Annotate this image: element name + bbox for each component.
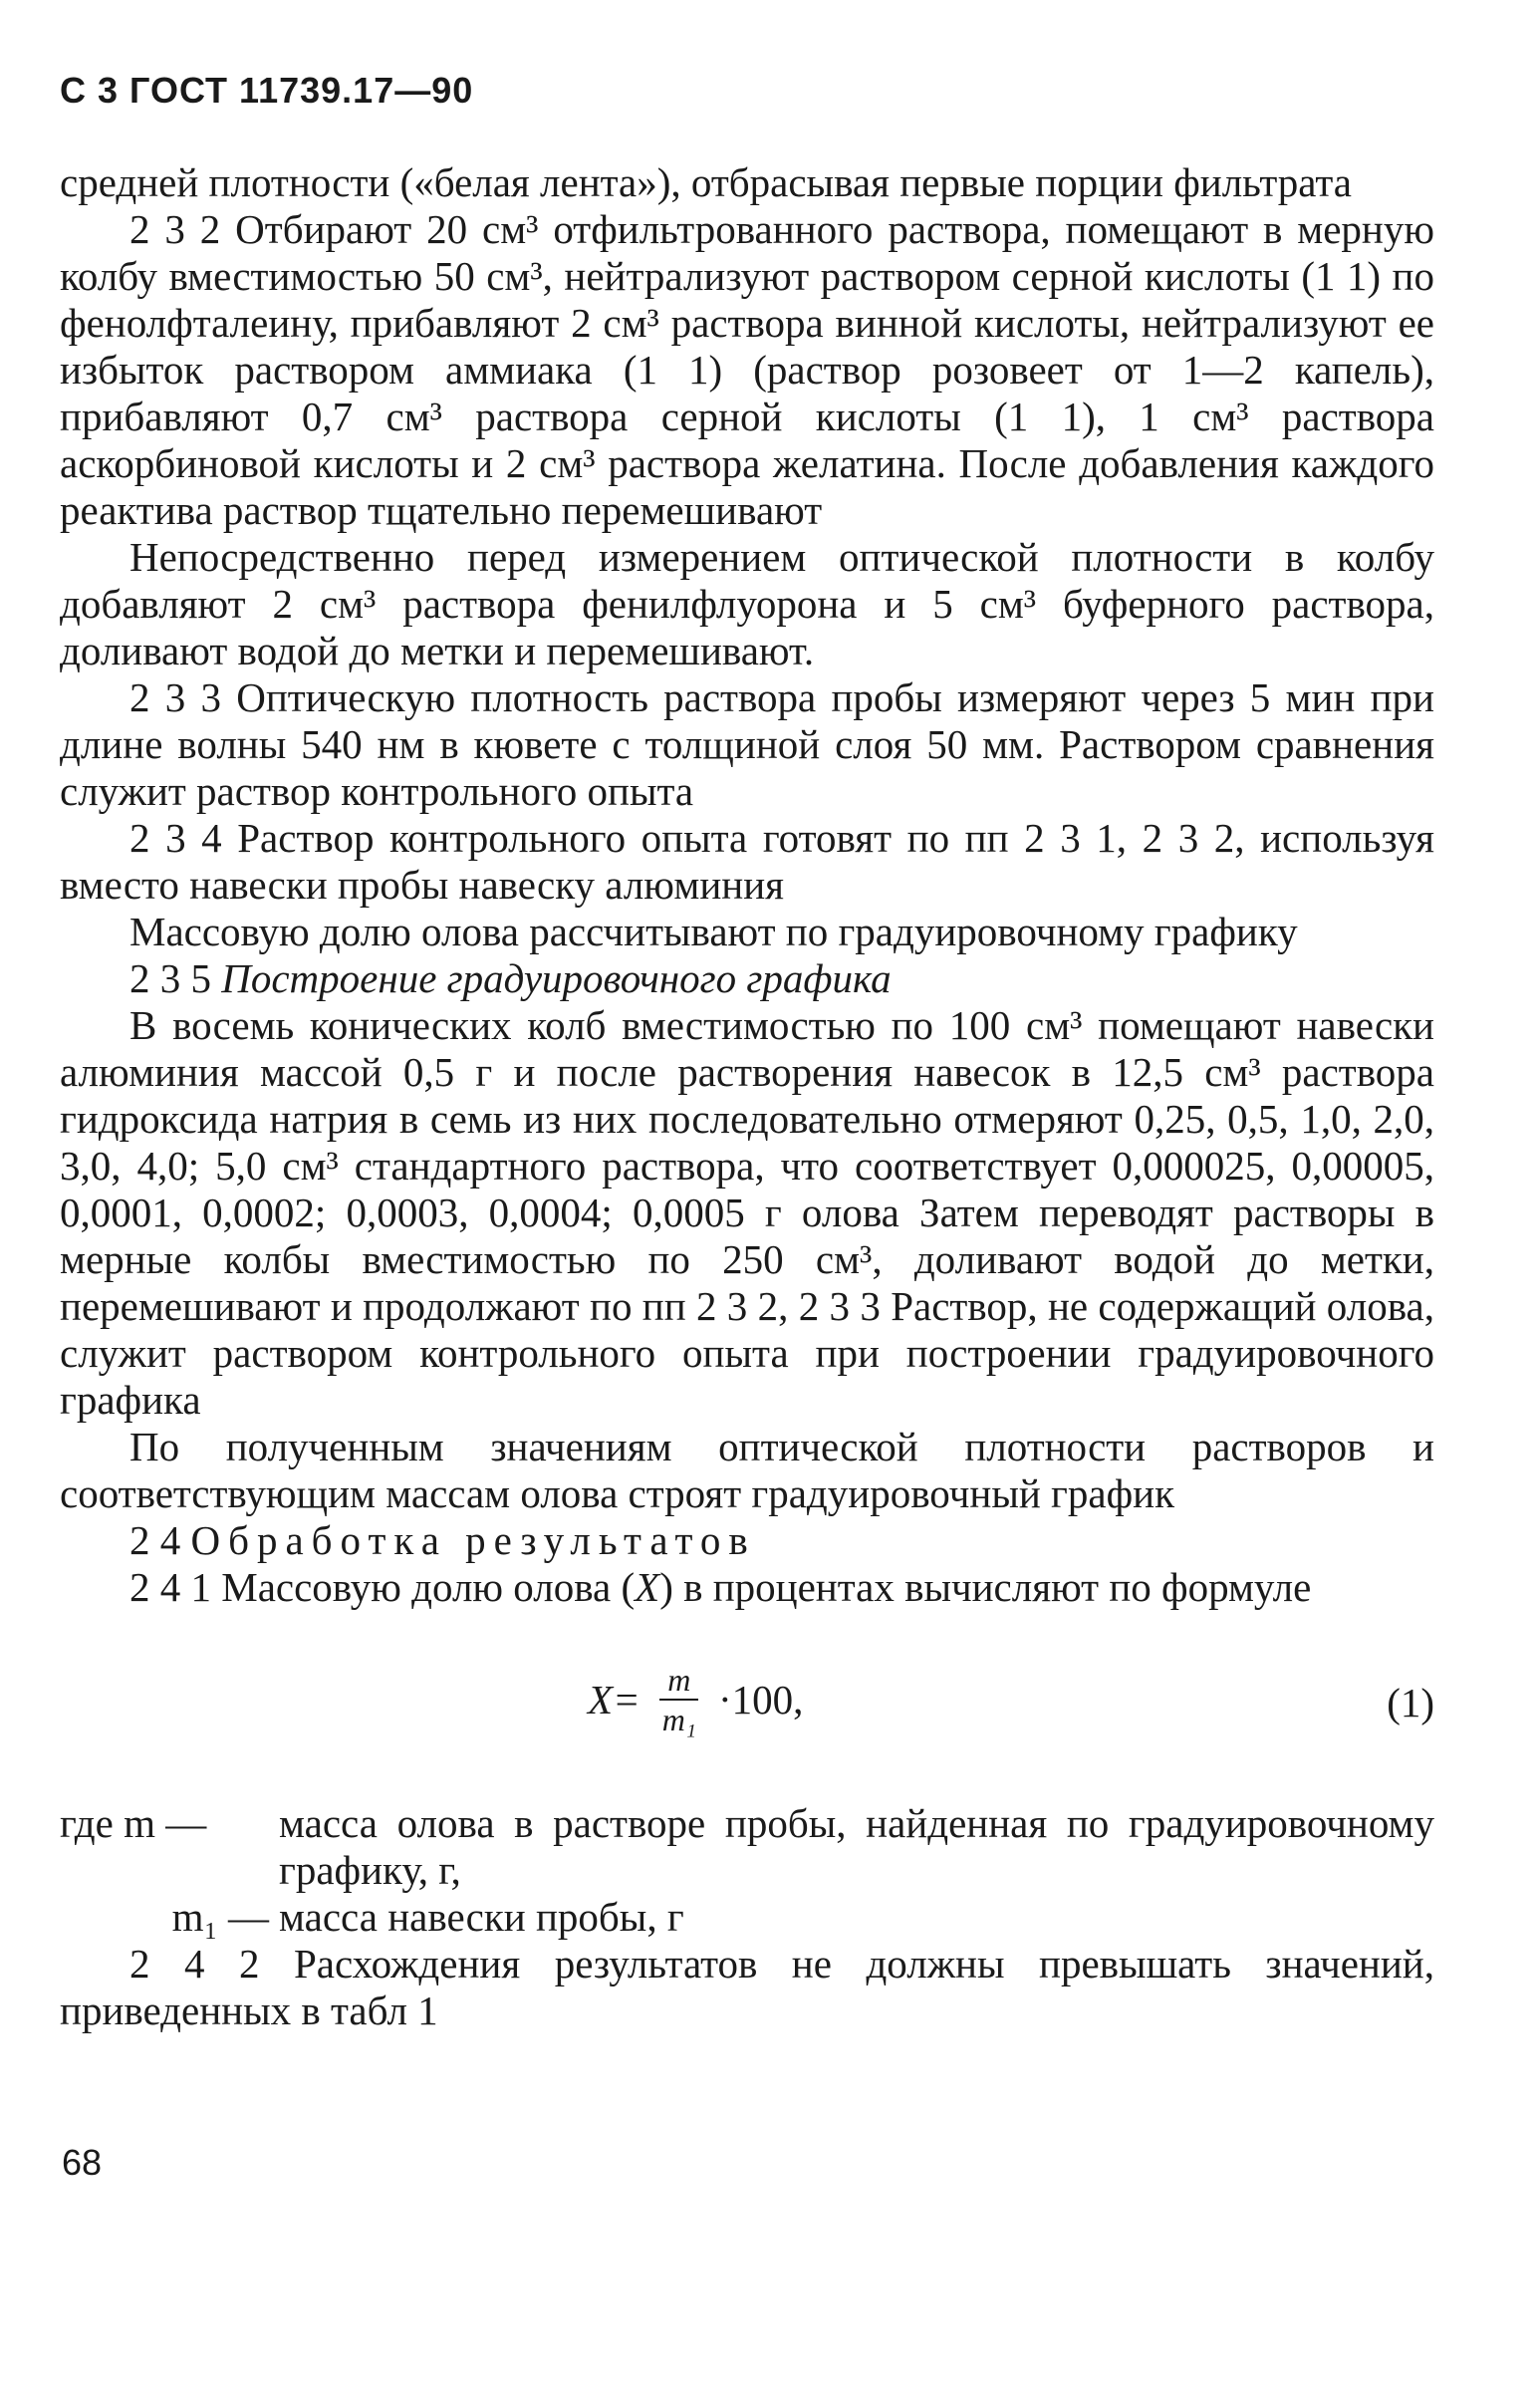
- paragraph-241-suffix: ) в процентах вычисляют по формуле: [659, 1564, 1312, 1610]
- paragraph-235-body: В восемь конических колб вместимостью по 100 см³ помещают навески алюминия массой 0,5 г и после растворения навесок в 12,5 см³ раствора гидроксида натрия в семь из них последовательно отмеряют 0,25, 0,5, 1,0, 2,0, 3,0, 4,0; 5,0 см³ стандартного раствора, что соответствует 0,000025, 0,00005, 0,0001, 0,0002; 0,0003, 0,0004; 0,0005 г олова Затем переводят растворы в мерные колбы вместимостью по 250 см³, доливают водой до метки, перемешивают и продолжают по пп 2 3 2, 2 3 3 Раствор, не содержащий олова, служит раствором контрольного опыта при построении градуировочного графика: [60, 1002, 1434, 1423]
- paragraph-241: [60, 1564, 1434, 1611]
- definition-text: масса навески пробы, г: [279, 1894, 684, 1940]
- formula: [588, 1661, 803, 1738]
- formula-number: (1): [1387, 1680, 1434, 1725]
- definition-item: [60, 1800, 1434, 1894]
- formula-rhs: ·100,: [717, 1677, 804, 1722]
- section-235-number: 2 3 5: [129, 955, 211, 1001]
- definition-item: [60, 1894, 1434, 1941]
- section-235-heading: [60, 955, 1434, 1002]
- paragraph-232: 2 3 2 Отбирают 20 см³ отфильтрованного раствора, помещают в мерную колбу вместимостью 50 см³, нейтрализуют раствором серной кислоты (1 1) по фенолфталеину, прибавляют 2 см³ раствора винной кислоты, нейтрализуют ее избыток раствором аммиака (1 1) (раствор розовеет от 1—2 капель), прибавляют 0,7 см³ раствора серной кислоты (1 1), 1 см³ раствора аскорбиновой кислоты и 2 см³ раствора желатина. После добавления каждого реактива раствор тщательно перемешивают: [60, 206, 1434, 533]
- section-24-number: 2 4: [129, 1517, 181, 1563]
- definition-term: где m —: [60, 1800, 207, 1846]
- paragraph-continuation: средней плотности («белая лента»), отбрасывая первые порции фильтрата: [60, 159, 1352, 205]
- paragraph-233: 2 3 3 Оптическую плотность раствора пробы измеряют через 5 мин при длине волны 540 нм в кювете с толщиной слоя 50 мм. Раствором сравнения служит раствор контрольного опыта: [60, 674, 1434, 814]
- definitions-list: [60, 1800, 1434, 1941]
- section-235-title: Построение градуировочного графика: [221, 955, 892, 1001]
- definition-text: масса олова в растворе пробы, найденная по градуировочному графику, г,: [279, 1800, 1434, 1893]
- formula-block: [60, 1641, 1434, 1780]
- body-text-end: [60, 1941, 1434, 2034]
- paragraph-234-continued: Массовую долю олова рассчитывают по градуировочному графику: [129, 909, 1298, 954]
- page-number: 68: [62, 2142, 103, 2183]
- paragraph-235-conclusion: По полученным значениям оптической плотности растворов и соответствующим массам олова строят градуировочный график: [60, 1424, 1434, 1516]
- paragraph-234: 2 3 4 Раствор контрольного опыта готовят по пп 2 3 1, 2 3 2, используя вместо навески пробы навеску алюминия: [60, 815, 1434, 908]
- formula-numerator: m: [659, 1661, 698, 1701]
- paragraph-241-prefix: 2 4 1 Массовую долю олова (: [129, 1564, 636, 1610]
- formula-denominator: m₁: [661, 1702, 696, 1737]
- section-24-heading: [60, 1517, 1434, 1564]
- section-24-title: Обработка результатов: [190, 1517, 756, 1563]
- paragraph-232-continued: Непосредственно перед измерением оптической плотности в колбу добавляют 2 см³ раствора фенилфлуорона и 5 см³ буферного раствора, доливают водой до метки и перемешивают.: [60, 534, 1434, 673]
- formula-lhs: X=: [588, 1677, 641, 1722]
- paragraph-242: 2 4 2 Расхождения результатов не должны превышать значений, приведенных в табл 1: [60, 1941, 1434, 2033]
- formula-fraction: [654, 1661, 704, 1738]
- paragraph-241-variable: X: [635, 1564, 660, 1610]
- document-header: С 3 ГОСТ 11739.17—90: [60, 70, 474, 111]
- body-text: [60, 159, 1434, 1611]
- document-page: [60, 70, 1434, 2034]
- definition-term: m₁ —: [171, 1894, 269, 1940]
